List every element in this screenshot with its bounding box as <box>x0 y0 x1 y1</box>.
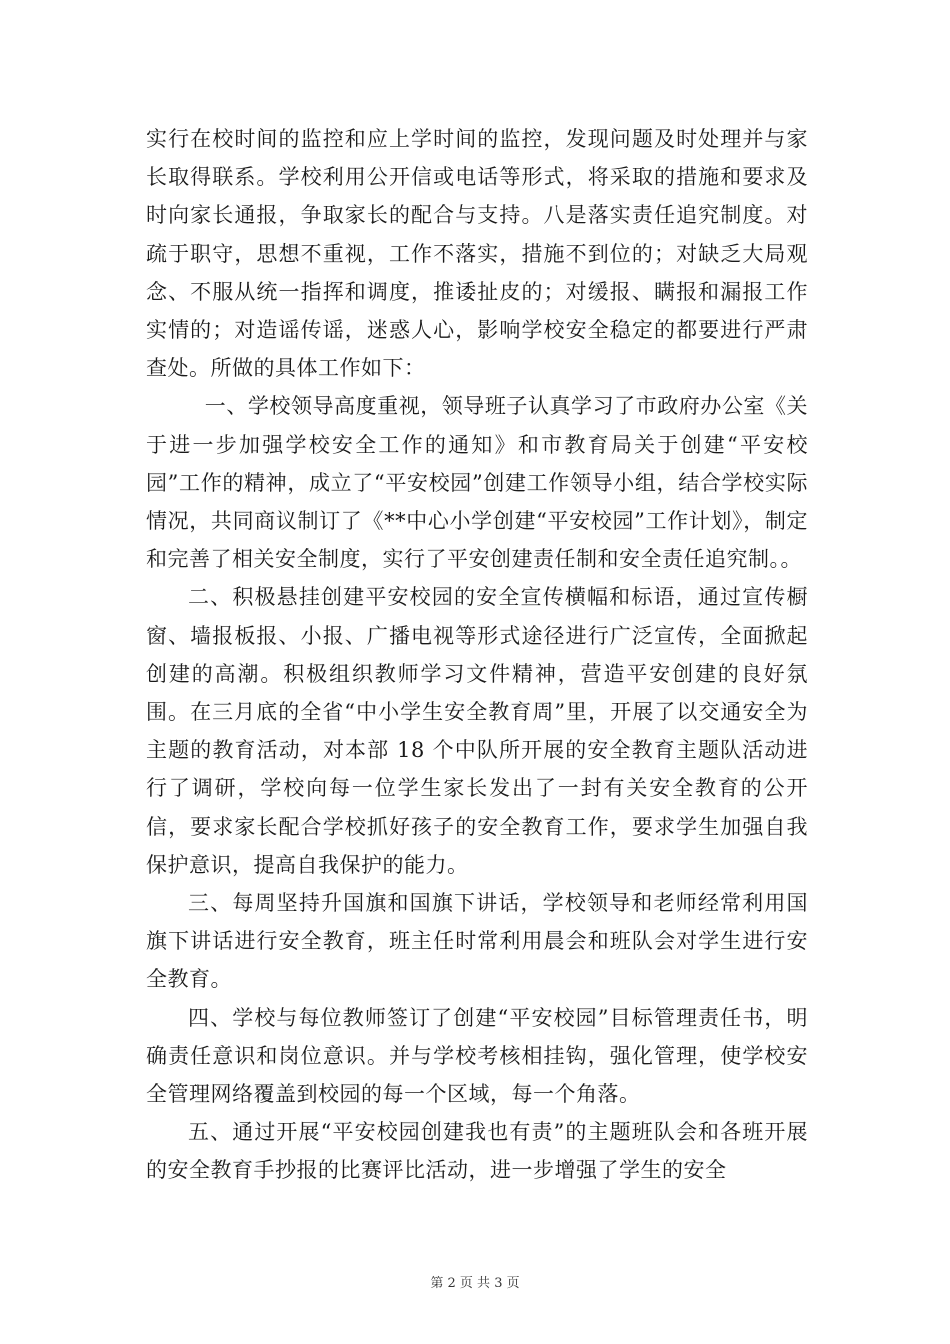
document-body <box>146 120 808 1190</box>
paragraph-section-2: 二、积极悬挂创建平安校园的安全宣传横幅和标语，通过宣传橱窗、墙报板报、小报、广播电视等形式途径进行广泛宣传，全面掀起创建的高潮。积极组织教师学习文件精神，营造平安创建的良好氛围。在三月底的全省“中小学生安全教育周”里，开展了以交通安全为主题的教育活动，对本部 18 个中队所开展的安全教育主题队活动进行了调研，学校向每一位学生家长发出了一封有关安全教育的公开信，要求家长配合学校抓好孩子的安全教育工作，要求学生加强自我保护意识，提高自我保护的能力。 <box>146 585 808 877</box>
paragraph-section-3: 三、每周坚持升国旗和国旗下讲话，学校领导和老师经常利用国旗下讲话进行安全教育，班主任时常利用晨会和班队会对学生进行安全教育。 <box>146 891 808 992</box>
paragraph-continuation: 实行在校时间的监控和应上学时间的监控，发现问题及时处理并与家长取得联系。学校利用公开信或电话等形式，将采取的措施和要求及时向家长通报，争取家长的配合与支持。八是落实责任追究制度。对疏于职守，思想不重视，工作不落实，措施不到位的；对缺乏大局观念、不服从统一指挥和调度，推诿扯皮的；对缓报、瞒报和漏报工作实情的；对造谣传谣，迷惑人心，影响学校安全稳定的都要进行严肃查处。所做的具体工作如下： <box>146 127 808 381</box>
page-number: 第 2 页 共 3 页 <box>430 1276 520 1291</box>
paragraph-section-5: 五、通过开展“平安校园创建我也有责”的主题班队会和各班开展的安全教育手抄报的比赛评比活动，进一步增强了学生的安全 <box>146 1120 808 1183</box>
page-footer <box>0 1272 950 1291</box>
paragraph-section-1: 一、学校领导高度重视，领导班子认真学习了市政府办公室《关于进一步加强学校安全工作的通知》和市教育局关于创建“平安校园”工作的精神，成立了“平安校园”创建工作领导小组，结合学校实际情况，共同商议制订了《**中心小学创建“平安校园”工作计划》，制定和完善了相关安全制度，实行了平安创建责任制和安全责任追究制。。 <box>146 394 808 572</box>
paragraph-section-4: 四、学校与每位教师签订了创建“平安校园”目标管理责任书，明确责任意识和岗位意识。并与学校考核相挂钩，强化管理，使学校安全管理网络覆盖到校园的每一个区域，每一个角落。 <box>146 1005 808 1107</box>
